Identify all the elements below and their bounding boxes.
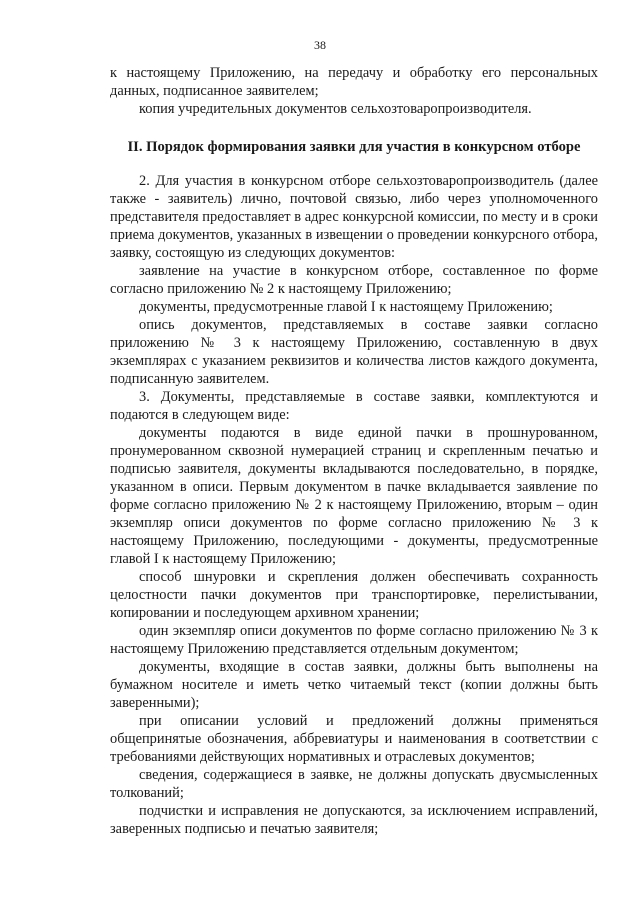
intro-paragraph: копия учредительных документов сельхозтоваропроизводителя.	[139, 101, 532, 117]
document-body	[110, 64, 598, 838]
paragraph: подчистки и исправления не допускаются, за исключением исправлений, заверенных подписью и печатью заявителя;	[110, 803, 598, 837]
paragraph: документы подаются в виде единой пачки в прошнурованном, пронумерованном сквозной нумерацией страниц и скрепленным печатью и подписью заявителя, документы вкладываются последовательно, в порядке, указанном в описи. Первым документом в пачке вкладывается заявление по форме согласно приложению № 2 к настоящему Приложению, вторым – один экземпляр описи документов по форме согласно приложению № 3 к настоящему Приложению, последующими - документы, предусмотренные главой I к настоящему Приложению;	[110, 425, 598, 567]
paragraph: заявление на участие в конкурсном отборе, составленное по форме согласно приложению № 2 к настоящему Приложению;	[110, 263, 598, 297]
paragraph: при описании условий и предложений должны применяться общепринятые обозначения, аббревиатуры и наименования в соответствии с требованиями действующих нормативных и отраслевых документов;	[110, 713, 598, 765]
paragraph: способ шнуровки и скрепления должен обеспечивать сохранность целостности пачки документов при транспортировке, перелистывании, копировании и последующем архивном хранении;	[110, 569, 598, 621]
paragraph-item-3: 3. Документы, представляемые в составе заявки, комплектуются и подаются в следующем виде:	[110, 389, 598, 423]
section-heading: II. Порядок формирования заявки для участия в конкурсном отборе	[127, 139, 581, 155]
paragraph: опись документов, представляемых в составе заявки согласно приложению № 3 к настоящему Приложению, составленную в двух экземплярах с указанием реквизитов и количества листов каждого документа, подписанную заявителем.	[110, 317, 598, 387]
page-number: 38	[314, 38, 326, 52]
intro-paragraph: к настоящему Приложению, на передачу и обработку его персональных данных, подписанное заявителем;	[110, 65, 598, 99]
paragraph: один экземпляр описи документов по форме согласно приложению № 3 к настоящему Приложению представляется отдельным документом;	[110, 623, 598, 657]
paragraph: документы, предусмотренные главой I к настоящему Приложению;	[139, 299, 553, 315]
paragraph: сведения, содержащиеся в заявке, не должны допускать двусмысленных толкований;	[110, 767, 598, 801]
paragraph: документы, входящие в состав заявки, должны быть выполнены на бумажном носителе и иметь четко читаемый текст (копии должны быть заверенными);	[110, 659, 598, 711]
paragraph-item-2: 2. Для участия в конкурсном отборе сельхозтоваропроизводитель (далее также - заявитель) лично, почтовой связью, либо через уполномоченного представителя предоставляет в адрес конкурсной комиссии, по месту и в сроки приема документов, указанных в извещении о проведении конкурсного отбора, заявку, состоящую из следующих документов:	[110, 173, 598, 261]
